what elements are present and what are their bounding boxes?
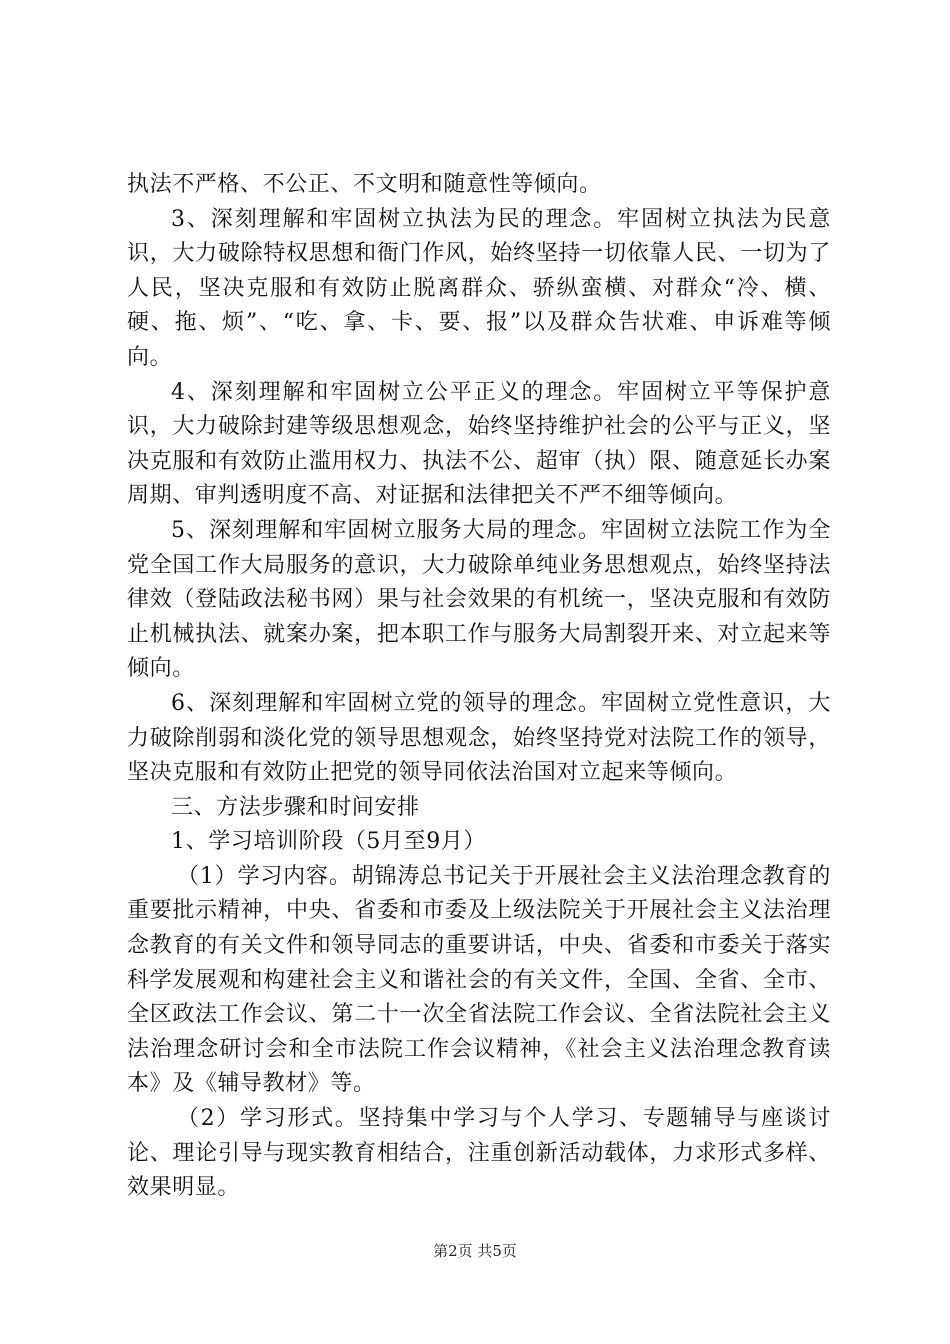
paragraph-4: 5、深刻理解和牢固树立服务大局的理念。牢固树立法院工作为全党全国工作大局服务的意识，大力破除单纯业务思想观点，始终坚持法律效（登陆政法秘书网）果与社会效果的有机统一，坚决克服和有效防止机械执法、就案办案，把本职工作与服务大局割裂开来、对立起来等倾向。	[127, 517, 831, 682]
section-heading: 三、方法步骤和时间安排	[171, 794, 420, 820]
paragraph-3: 4、深刻理解和牢固树立公平正义的理念。牢固树立平等保护意识，大力破除封建等级思想观念，始终坚持维护社会的公平与正义，坚决克服和有效防止滥用权力、执法不公、超审（执）限、随意延长办案周期、审判透明度不高、对证据和法律把关不严不细等倾向。	[127, 379, 831, 509]
paragraph-5: 6、深刻理解和牢固树立党的领导的理念。牢固树立党性意识，大力破除削弱和淡化党的领导思想观念，始终坚持党对法院工作的领导，坚决克服和有效防止把党的领导同依法治国对立起来等倾向。	[127, 690, 831, 786]
document-body	[127, 168, 831, 1206]
subsection-heading: 1、学习培训阶段（5月至9月）	[171, 829, 486, 855]
paragraph-study-form: （2）学习形式。坚持集中学习与个人学习、专题辅导与座谈讨论、理论引导与现实教育相结合，注重创新活动载体，力求形式多样、效果明显。	[127, 1106, 831, 1201]
page-number-footer: 第2页 共5页	[433, 1242, 517, 1260]
paragraph-study-content: （1）学习内容。胡锦涛总书记关于开展社会主义法治理念教育的重要批示精神，中央、省委和市委及上级法院关于开展社会主义法治理念教育的有关文件和领导同志的重要讲话，中央、省委和市委关于落实科学发展观和构建社会主义和谐社会的有关文件，全国、全省、全市、全区政法工作会议、第二十一次全省法院工作会议、全省法院社会主义法治理念研讨会和全市法院工作会议精神，《社会主义法治理念教育读本》及《辅导教材》等。	[127, 863, 831, 1097]
paragraph-2: 3、深刻理解和牢固树立执法为民的理念。牢固树立执法为民意识，大力破除特权思想和衙门作风，始终坚持一切依靠人民、一切为了人民，坚决克服和有效防止脱离群众、骄纵蛮横、对群众“冷、横、硬、拖、烦”、“吃、拿、卡、要、报”以及群众告状难、申诉难等倾向。	[127, 206, 831, 370]
paragraph-1: 执法不严格、不公正、不文明和随意性等倾向。	[127, 172, 602, 197]
